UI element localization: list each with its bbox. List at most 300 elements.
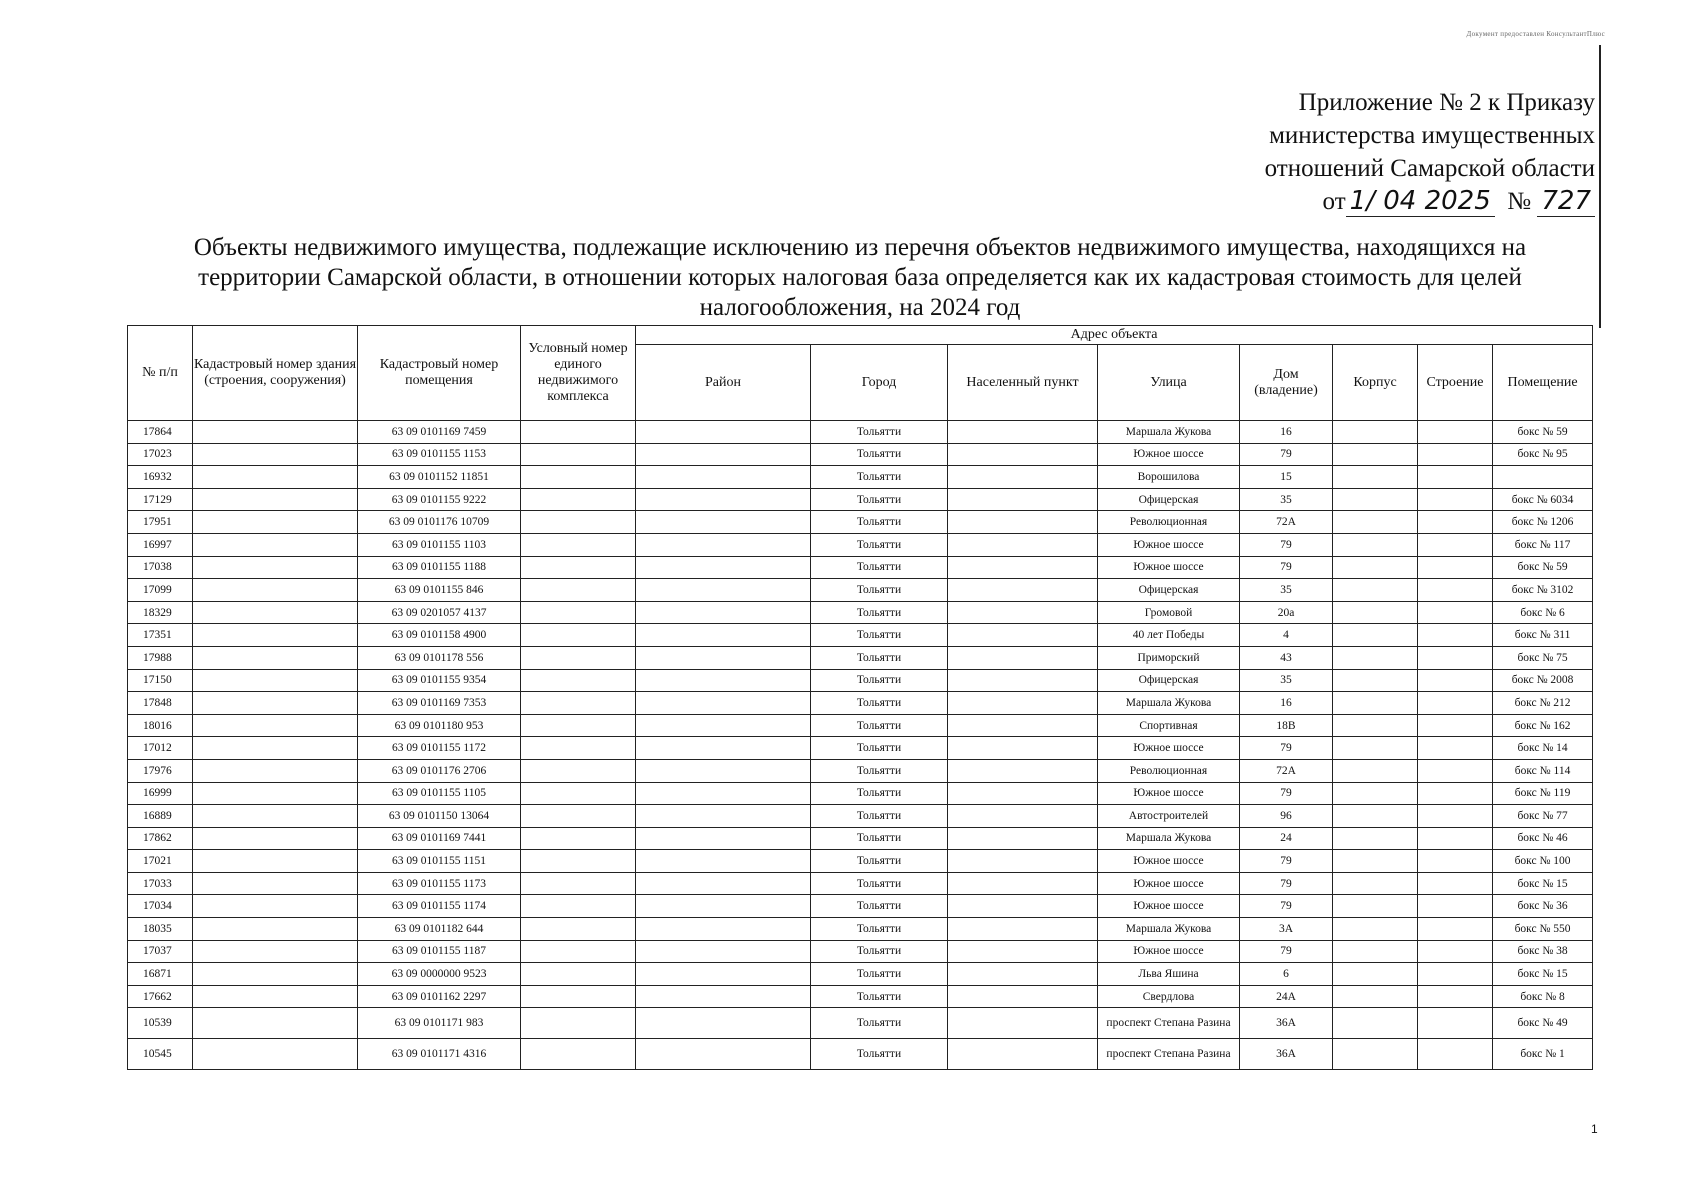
- cell-house: 79: [1240, 895, 1333, 918]
- cell-city: Тольятти: [811, 1008, 948, 1039]
- cell-complex: [521, 895, 636, 918]
- cell-room: бокс № 100: [1493, 850, 1593, 873]
- cell-room: бокс № 77: [1493, 805, 1593, 828]
- cell-premises: 63 09 0101155 1187: [358, 940, 521, 963]
- cell-building: [193, 579, 358, 602]
- table-row: [128, 533, 1593, 556]
- header-address: Адрес объекта: [636, 326, 1593, 345]
- cell-city: Тольятти: [811, 918, 948, 941]
- cell-korpus: [1333, 511, 1418, 534]
- cell-num: 17129: [128, 488, 193, 511]
- cell-building: [193, 737, 358, 760]
- cell-room: бокс № 95: [1493, 443, 1593, 466]
- cell-korpus: [1333, 872, 1418, 895]
- cell-stroenie: [1418, 511, 1493, 534]
- cell-street: проспект Степана Разина: [1098, 1039, 1240, 1070]
- cell-korpus: [1333, 759, 1418, 782]
- cell-room: бокс № 1206: [1493, 511, 1593, 534]
- cell-num: 18329: [128, 601, 193, 624]
- cell-complex: [521, 488, 636, 511]
- cell-room: бокс № 311: [1493, 624, 1593, 647]
- table-row: [128, 714, 1593, 737]
- cell-room: бокс № 550: [1493, 918, 1593, 941]
- cell-house: 35: [1240, 579, 1333, 602]
- cell-city: Тольятти: [811, 737, 948, 760]
- cell-city: Тольятти: [811, 488, 948, 511]
- cell-room: бокс № 14: [1493, 737, 1593, 760]
- cell-house: 79: [1240, 443, 1333, 466]
- cell-city: Тольятти: [811, 692, 948, 715]
- cell-premises: 63 09 0101169 7459: [358, 421, 521, 444]
- cell-premises: 63 09 0201057 4137: [358, 601, 521, 624]
- cell-num: 17351: [128, 624, 193, 647]
- cell-district: [636, 714, 811, 737]
- cell-house: 20а: [1240, 601, 1333, 624]
- cell-stroenie: [1418, 488, 1493, 511]
- document-title: Объекты недвижимого имущества, подлежащие исключению из перечня объектов недвижимого имущества, находящихся на территории Самарской области, в отношении которых налоговая база определяется как их кадастровая стоимость для целей налогообложения, на 2024 год: [193, 234, 1527, 321]
- cell-korpus: [1333, 714, 1418, 737]
- cell-settlement: [948, 556, 1098, 579]
- cell-city: Тольятти: [811, 443, 948, 466]
- cell-korpus: [1333, 737, 1418, 760]
- cell-num: 17021: [128, 850, 193, 873]
- cell-korpus: [1333, 963, 1418, 986]
- cell-building: [193, 782, 358, 805]
- approval-block: [1265, 86, 1595, 218]
- table-body: [128, 421, 1593, 1070]
- cell-korpus: [1333, 601, 1418, 624]
- cell-num: 17012: [128, 737, 193, 760]
- cell-num: 17150: [128, 669, 193, 692]
- table-row: [128, 872, 1593, 895]
- table-row: [128, 624, 1593, 647]
- cell-house: 35: [1240, 488, 1333, 511]
- table-row: [128, 692, 1593, 715]
- cell-complex: [521, 737, 636, 760]
- cell-city: Тольятти: [811, 985, 948, 1008]
- cell-korpus: [1333, 646, 1418, 669]
- cell-num: 16999: [128, 782, 193, 805]
- cell-street: Южное шоссе: [1098, 850, 1240, 873]
- cell-premises: 63 09 0101150 13064: [358, 805, 521, 828]
- cell-premises: 63 09 0101158 4900: [358, 624, 521, 647]
- cell-stroenie: [1418, 421, 1493, 444]
- handwritten-date: 1/ 04 2025: [1346, 186, 1495, 217]
- cell-district: [636, 963, 811, 986]
- cell-korpus: [1333, 533, 1418, 556]
- cell-num: 17951: [128, 511, 193, 534]
- cell-korpus: [1333, 895, 1418, 918]
- cell-building: [193, 624, 358, 647]
- cell-settlement: [948, 872, 1098, 895]
- cell-room: бокс № 59: [1493, 556, 1593, 579]
- cell-settlement: [948, 759, 1098, 782]
- cell-korpus: [1333, 918, 1418, 941]
- cell-house: 18В: [1240, 714, 1333, 737]
- cell-room: бокс № 117: [1493, 533, 1593, 556]
- cell-num: 17988: [128, 646, 193, 669]
- cell-street: Ворошилова: [1098, 466, 1240, 489]
- table-row: [128, 1039, 1593, 1070]
- cell-settlement: [948, 443, 1098, 466]
- cell-street: Южное шоссе: [1098, 782, 1240, 805]
- cell-city: Тольятти: [811, 579, 948, 602]
- cell-stroenie: [1418, 1008, 1493, 1039]
- table-row: [128, 782, 1593, 805]
- header-city: Город: [811, 345, 948, 421]
- cell-premises: 63 09 0101155 1153: [358, 443, 521, 466]
- header-stroenie: Строение: [1418, 345, 1493, 421]
- cell-room: бокс № 46: [1493, 827, 1593, 850]
- cell-building: [193, 556, 358, 579]
- objects-table: [127, 325, 1593, 1070]
- cell-premises: 63 09 0101169 7353: [358, 692, 521, 715]
- cell-room: бокс № 212: [1493, 692, 1593, 715]
- cell-settlement: [948, 624, 1098, 647]
- cell-street: Южное шоссе: [1098, 895, 1240, 918]
- cell-building: [193, 692, 358, 715]
- cell-city: Тольятти: [811, 624, 948, 647]
- cell-building: [193, 669, 358, 692]
- cell-district: [636, 488, 811, 511]
- cell-premises: 63 09 0101169 7441: [358, 827, 521, 850]
- cell-building: [193, 850, 358, 873]
- cell-city: Тольятти: [811, 827, 948, 850]
- cell-settlement: [948, 805, 1098, 828]
- cell-settlement: [948, 669, 1098, 692]
- cell-complex: [521, 918, 636, 941]
- cell-complex: [521, 466, 636, 489]
- cell-district: [636, 782, 811, 805]
- cell-district: [636, 624, 811, 647]
- cell-complex: [521, 1039, 636, 1070]
- cell-street: Свердлова: [1098, 985, 1240, 1008]
- cell-settlement: [948, 940, 1098, 963]
- header-note: Документ предоставлен КонсультантПлюс: [1466, 30, 1605, 38]
- cell-num: 17037: [128, 940, 193, 963]
- cell-complex: [521, 782, 636, 805]
- cell-room: бокс № 75: [1493, 646, 1593, 669]
- header-district: Район: [636, 345, 811, 421]
- cell-premises: 63 09 0000000 9523: [358, 963, 521, 986]
- cell-city: Тольятти: [811, 805, 948, 828]
- cell-korpus: [1333, 624, 1418, 647]
- cell-stroenie: [1418, 1039, 1493, 1070]
- cell-stroenie: [1418, 759, 1493, 782]
- cell-stroenie: [1418, 624, 1493, 647]
- cell-district: [636, 895, 811, 918]
- table-row: [128, 963, 1593, 986]
- cell-district: [636, 466, 811, 489]
- header-house: Дом (владение): [1240, 345, 1333, 421]
- cell-city: Тольятти: [811, 1039, 948, 1070]
- cell-complex: [521, 759, 636, 782]
- cell-street: 40 лет Победы: [1098, 624, 1240, 647]
- cell-district: [636, 872, 811, 895]
- cell-korpus: [1333, 443, 1418, 466]
- cell-complex: [521, 963, 636, 986]
- cell-house: 72А: [1240, 511, 1333, 534]
- cell-district: [636, 940, 811, 963]
- cell-city: Тольятти: [811, 421, 948, 444]
- cell-korpus: [1333, 1008, 1418, 1039]
- header-settlement: Населенный пункт: [948, 345, 1098, 421]
- cell-street: Офицерская: [1098, 488, 1240, 511]
- cell-district: [636, 443, 811, 466]
- table-row: [128, 579, 1593, 602]
- cell-korpus: [1333, 692, 1418, 715]
- cell-room: бокс № 6: [1493, 601, 1593, 624]
- cell-street: Революционная: [1098, 511, 1240, 534]
- cell-street: Приморский: [1098, 646, 1240, 669]
- cell-district: [636, 985, 811, 1008]
- cell-district: [636, 692, 811, 715]
- cell-building: [193, 1008, 358, 1039]
- cell-num: 16871: [128, 963, 193, 986]
- cell-settlement: [948, 782, 1098, 805]
- page-number: 1: [1591, 1122, 1598, 1136]
- cell-building: [193, 443, 358, 466]
- table-row: [128, 895, 1593, 918]
- cell-district: [636, 1008, 811, 1039]
- cell-room: бокс № 119: [1493, 782, 1593, 805]
- cell-settlement: [948, 579, 1098, 602]
- cell-street: Льва Яшина: [1098, 963, 1240, 986]
- cell-district: [636, 669, 811, 692]
- cell-premises: 63 09 0101176 2706: [358, 759, 521, 782]
- cell-settlement: [948, 1008, 1098, 1039]
- cell-num: 10545: [128, 1039, 193, 1070]
- cell-building: [193, 759, 358, 782]
- from-label: от: [1322, 188, 1346, 215]
- cell-stroenie: [1418, 737, 1493, 760]
- cell-num: 17038: [128, 556, 193, 579]
- cell-house: 35: [1240, 669, 1333, 692]
- cell-complex: [521, 940, 636, 963]
- cell-district: [636, 646, 811, 669]
- cell-city: Тольятти: [811, 895, 948, 918]
- cell-complex: [521, 421, 636, 444]
- cell-korpus: [1333, 421, 1418, 444]
- cell-city: Тольятти: [811, 782, 948, 805]
- cell-premises: 63 09 0101180 953: [358, 714, 521, 737]
- cell-house: 79: [1240, 782, 1333, 805]
- table-row: [128, 940, 1593, 963]
- cell-building: [193, 533, 358, 556]
- cell-street: проспект Степана Разина: [1098, 1008, 1240, 1039]
- cell-num: 17862: [128, 827, 193, 850]
- cell-house: 4: [1240, 624, 1333, 647]
- cell-settlement: [948, 533, 1098, 556]
- cell-stroenie: [1418, 850, 1493, 873]
- cell-premises: 63 09 0101176 10709: [358, 511, 521, 534]
- cell-num: 17099: [128, 579, 193, 602]
- cell-city: Тольятти: [811, 963, 948, 986]
- cell-settlement: [948, 692, 1098, 715]
- cell-premises: 63 09 0101162 2297: [358, 985, 521, 1008]
- table-row: [128, 556, 1593, 579]
- cell-stroenie: [1418, 895, 1493, 918]
- cell-complex: [521, 805, 636, 828]
- table-row: [128, 646, 1593, 669]
- cell-complex: [521, 533, 636, 556]
- cell-complex: [521, 556, 636, 579]
- cell-num: 17848: [128, 692, 193, 715]
- cell-building: [193, 963, 358, 986]
- cell-street: Маршала Жукова: [1098, 692, 1240, 715]
- cell-house: 72А: [1240, 759, 1333, 782]
- cell-stroenie: [1418, 805, 1493, 828]
- table-row: [128, 466, 1593, 489]
- cell-building: [193, 1039, 358, 1070]
- cell-building: [193, 940, 358, 963]
- cell-house: 79: [1240, 533, 1333, 556]
- cell-house: 15: [1240, 466, 1333, 489]
- cell-stroenie: [1418, 963, 1493, 986]
- cell-complex: [521, 601, 636, 624]
- table-row: [128, 421, 1593, 444]
- cell-stroenie: [1418, 601, 1493, 624]
- handwritten-number: 727: [1537, 186, 1595, 217]
- cell-settlement: [948, 895, 1098, 918]
- header-premises: Кадастровый номер помещения: [358, 326, 521, 421]
- cell-complex: [521, 985, 636, 1008]
- cell-stroenie: [1418, 579, 1493, 602]
- cell-district: [636, 918, 811, 941]
- cell-stroenie: [1418, 443, 1493, 466]
- cell-settlement: [948, 421, 1098, 444]
- cell-room: бокс № 15: [1493, 872, 1593, 895]
- cell-building: [193, 985, 358, 1008]
- cell-city: Тольятти: [811, 511, 948, 534]
- cell-house: 79: [1240, 850, 1333, 873]
- cell-district: [636, 601, 811, 624]
- cell-premises: 63 09 0101155 1103: [358, 533, 521, 556]
- cell-building: [193, 511, 358, 534]
- cell-building: [193, 918, 358, 941]
- cell-house: 43: [1240, 646, 1333, 669]
- cell-settlement: [948, 985, 1098, 1008]
- cell-num: 18016: [128, 714, 193, 737]
- margin-line: [1599, 45, 1601, 328]
- cell-street: Южное шоссе: [1098, 443, 1240, 466]
- cell-num: 17034: [128, 895, 193, 918]
- cell-complex: [521, 872, 636, 895]
- cell-korpus: [1333, 805, 1418, 828]
- cell-num: 16932: [128, 466, 193, 489]
- cell-stroenie: [1418, 940, 1493, 963]
- cell-house: 16: [1240, 421, 1333, 444]
- cell-city: Тольятти: [811, 556, 948, 579]
- cell-settlement: [948, 827, 1098, 850]
- cell-district: [636, 579, 811, 602]
- cell-city: Тольятти: [811, 759, 948, 782]
- table-row: [128, 985, 1593, 1008]
- cell-room: бокс № 2008: [1493, 669, 1593, 692]
- cell-stroenie: [1418, 782, 1493, 805]
- cell-complex: [521, 1008, 636, 1039]
- cell-district: [636, 805, 811, 828]
- cell-num: 10539: [128, 1008, 193, 1039]
- cell-house: 79: [1240, 940, 1333, 963]
- cell-complex: [521, 714, 636, 737]
- cell-building: [193, 872, 358, 895]
- table-row: [128, 511, 1593, 534]
- cell-city: Тольятти: [811, 850, 948, 873]
- header-room: Помещение: [1493, 345, 1593, 421]
- cell-street: Громовой: [1098, 601, 1240, 624]
- cell-street: Маршала Жукова: [1098, 421, 1240, 444]
- cell-korpus: [1333, 488, 1418, 511]
- approval-line-3: отношений Самарской области: [1264, 155, 1595, 182]
- cell-stroenie: [1418, 669, 1493, 692]
- cell-num: 16889: [128, 805, 193, 828]
- header-korpus: Корпус: [1333, 345, 1418, 421]
- cell-settlement: [948, 850, 1098, 873]
- cell-korpus: [1333, 782, 1418, 805]
- cell-city: Тольятти: [811, 601, 948, 624]
- cell-street: Южное шоссе: [1098, 940, 1240, 963]
- cell-building: [193, 466, 358, 489]
- cell-city: Тольятти: [811, 669, 948, 692]
- cell-district: [636, 737, 811, 760]
- cell-street: Офицерская: [1098, 669, 1240, 692]
- cell-building: [193, 601, 358, 624]
- cell-stroenie: [1418, 556, 1493, 579]
- table-row: [128, 827, 1593, 850]
- cell-premises: 63 09 0101155 846: [358, 579, 521, 602]
- cell-num: 16997: [128, 533, 193, 556]
- cell-district: [636, 556, 811, 579]
- cell-stroenie: [1418, 466, 1493, 489]
- table-row: [128, 759, 1593, 782]
- cell-room: бокс № 49: [1493, 1008, 1593, 1039]
- cell-house: 79: [1240, 556, 1333, 579]
- table-row: [128, 737, 1593, 760]
- cell-house: 16: [1240, 692, 1333, 715]
- cell-room: бокс № 1: [1493, 1039, 1593, 1070]
- cell-district: [636, 1039, 811, 1070]
- cell-premises: 63 09 0101182 644: [358, 918, 521, 941]
- cell-settlement: [948, 511, 1098, 534]
- cell-building: [193, 895, 358, 918]
- header-num: № п/п: [128, 326, 193, 421]
- header-street: Улица: [1098, 345, 1240, 421]
- cell-street: Южное шоссе: [1098, 533, 1240, 556]
- cell-complex: [521, 579, 636, 602]
- table-row: [128, 601, 1593, 624]
- cell-city: Тольятти: [811, 533, 948, 556]
- cell-premises: 63 09 0101155 1174: [358, 895, 521, 918]
- cell-room: бокс № 36: [1493, 895, 1593, 918]
- cell-stroenie: [1418, 646, 1493, 669]
- cell-building: [193, 488, 358, 511]
- cell-room: бокс № 59: [1493, 421, 1593, 444]
- cell-num: 17023: [128, 443, 193, 466]
- cell-settlement: [948, 488, 1098, 511]
- header-building: Кадастровый номер здания (строения, сооружения): [193, 326, 358, 421]
- cell-premises: 63 09 0101155 1151: [358, 850, 521, 873]
- cell-district: [636, 533, 811, 556]
- cell-city: Тольятти: [811, 646, 948, 669]
- cell-settlement: [948, 714, 1098, 737]
- cell-district: [636, 759, 811, 782]
- cell-korpus: [1333, 1039, 1418, 1070]
- cell-street: Офицерская: [1098, 579, 1240, 602]
- cell-street: Революционная: [1098, 759, 1240, 782]
- cell-premises: 63 09 0101178 556: [358, 646, 521, 669]
- cell-house: 24: [1240, 827, 1333, 850]
